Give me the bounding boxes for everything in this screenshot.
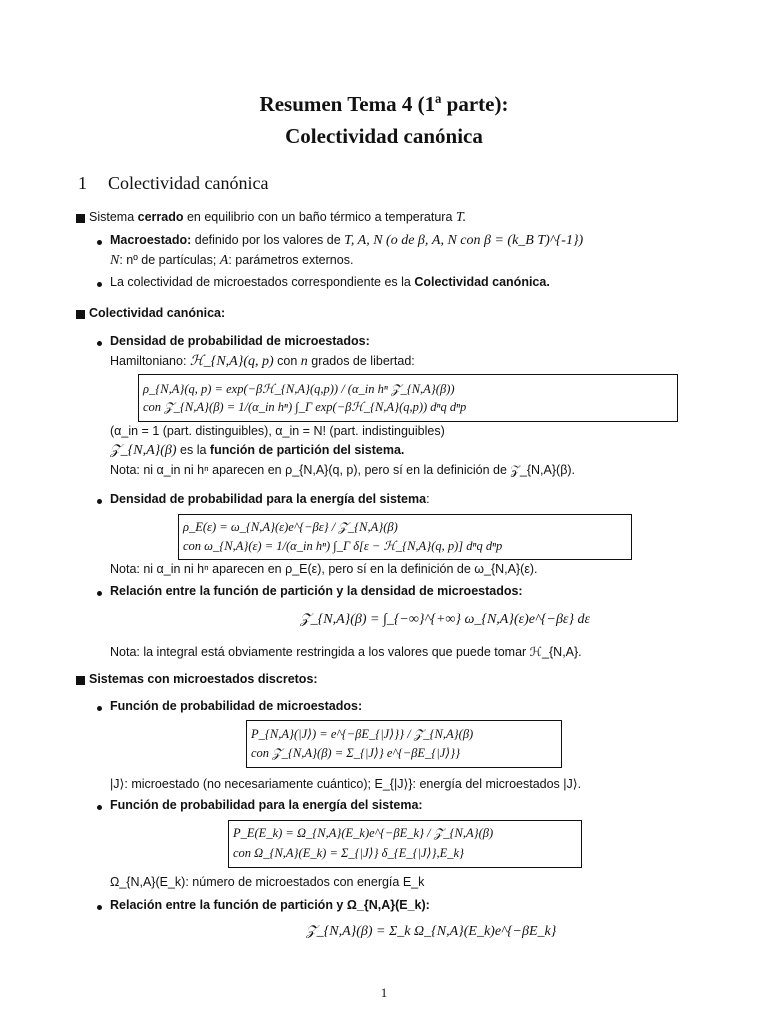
- bullet-dot: [97, 499, 102, 504]
- equation-box-3: [246, 720, 562, 768]
- equation-omega-discrete: con Ω_{N,A}(E_k) = Σ_{|J⟩} δ_{E_{|J⟩},E_k}: [233, 846, 465, 860]
- equation-relation-1: 𝒵_{N,A}(β) = ∫_{−∞}^{+∞} ω_{N,A}(ε)e^{−βε} dε: [300, 612, 591, 627]
- square-bullet: [76, 310, 85, 319]
- alpha-line: (α_in = 1 (part. distinguibles), α_in = N! (part. indistinguibles): [110, 424, 445, 438]
- nota-3: Nota: la integral está obviamente restringida a los valores que puede tomar ℋ_{N,A}.: [110, 645, 582, 659]
- block3-heading: Sistemas con microestados discretos:: [89, 672, 318, 686]
- bullet-dot: [97, 341, 102, 346]
- section-heading: [78, 173, 268, 194]
- densidad-heading: Densidad de probabilidad de microestados:: [110, 334, 370, 348]
- section-number: 1: [78, 173, 87, 193]
- equation-omega: con ω_{N,A}(ε) = 1/(α_in hⁿ) ∫_Γ δ[ε − ℋ_{N,A}(q, p)] dⁿq dⁿp: [183, 539, 503, 553]
- macroestado-line: Macroestado: definido por los valores de T, A, N (o de β, A, N con β = (k_B T)^{-1}): [110, 233, 584, 248]
- equation-p-energy: P_E(E_k) = Ω_{N,A}(E_k)e^{−βE_k} / 𝒵_{N,A}(β): [233, 826, 494, 840]
- microstate-definition-line: |J⟩: microestado (no necesariamente cuántico); E_{|J⟩}: energía del microestados |J⟩.: [110, 777, 582, 791]
- title-line-2: Colectividad canónica: [285, 124, 483, 148]
- equation-box-4: [228, 820, 582, 868]
- bullet-dot: [97, 282, 102, 287]
- macroestado-line-2: N: nº de partículas; A: parámetros externos.: [110, 253, 354, 268]
- energy-probability-heading: Función de probabilidad para la energía del sistema:: [110, 798, 423, 812]
- block2-heading: Colectividad canónica:: [89, 306, 226, 320]
- title-line-1: Resumen Tema 4 (1ª parte):: [259, 92, 509, 116]
- equation-relation-2: 𝒵_{N,A}(β) = Σ_k Ω_{N,A}(E_k)e^{−βE_k}: [306, 924, 557, 939]
- equation-rho-energy: ρ_E(ε) = ω_{N,A}(ε)e^{−βε} / 𝒵_{N,A}(β): [183, 520, 398, 534]
- hamiltoniano-line: Hamiltoniano: ℋ_{N,A}(q, p) con n grados de libertad:: [110, 354, 415, 369]
- bullet-dot: [97, 905, 102, 910]
- bullet-dot: [97, 591, 102, 596]
- partition-definition-line: 𝒵_{N,A}(β) es la función de partición del sistema.: [110, 443, 405, 458]
- colectividad-line: La colectividad de microestados correspondiente es la Colectividad canónica.: [110, 275, 550, 289]
- block1-lead: Sistema cerrado en equilibrio con un baño térmico a temperatura T.: [89, 210, 467, 225]
- bullet-dot: [97, 706, 102, 711]
- equation-discrete-partition: con 𝒵_{N,A}(β) = Σ_{|J⟩} e^{−βE_{|J⟩}}: [251, 746, 461, 760]
- equation-partition-function: con 𝒵_{N,A}(β) = 1/(α_in hⁿ) ∫_Γ exp(−βℋ_{N,A}(q,p)) dⁿq dⁿp: [143, 400, 467, 414]
- square-bullet: [76, 676, 85, 685]
- page-number: 1: [380, 985, 388, 1000]
- equation-box-1: [138, 374, 678, 422]
- microstate-probability-heading: Función de probabilidad de microestados:: [110, 699, 363, 713]
- nota-1: Nota: ni α_in ni hⁿ aparecen en ρ_{N,A}(q, p), pero sí en la definición de 𝒵_{N,A}(β).: [110, 463, 576, 477]
- energy-density-heading: Densidad de probabilidad para la energía del sistema:: [110, 492, 430, 506]
- nota-2: Nota: ni α_in ni hⁿ aparecen en ρ_E(ε), pero sí en la definición de ω_{N,A}(ε).: [110, 562, 538, 576]
- bullet-dot: [97, 240, 102, 245]
- omega-definition-line: Ω_{N,A}(E_k): número de microestados con energía E_k: [110, 875, 425, 889]
- equation-rho-microstates: ρ_{N,A}(q, p) = exp(−βℋ_{N,A}(q,p)) / (α_in hⁿ 𝒵_{N,A}(β)): [143, 382, 455, 396]
- relation-heading-2: Relación entre la función de partición y Ω_{N,A}(E_k):: [110, 898, 430, 912]
- equation-box-2: [178, 514, 632, 560]
- relation-heading-1: Relación entre la función de partición y la densidad de microestados:: [110, 584, 523, 598]
- bullet-dot: [97, 805, 102, 810]
- section-title: Colectividad canónica: [108, 173, 269, 193]
- equation-p-microstate: P_{N,A}(|J⟩) = e^{−βE_{|J⟩}} / 𝒵_{N,A}(β): [251, 727, 474, 741]
- square-bullet: [76, 214, 85, 223]
